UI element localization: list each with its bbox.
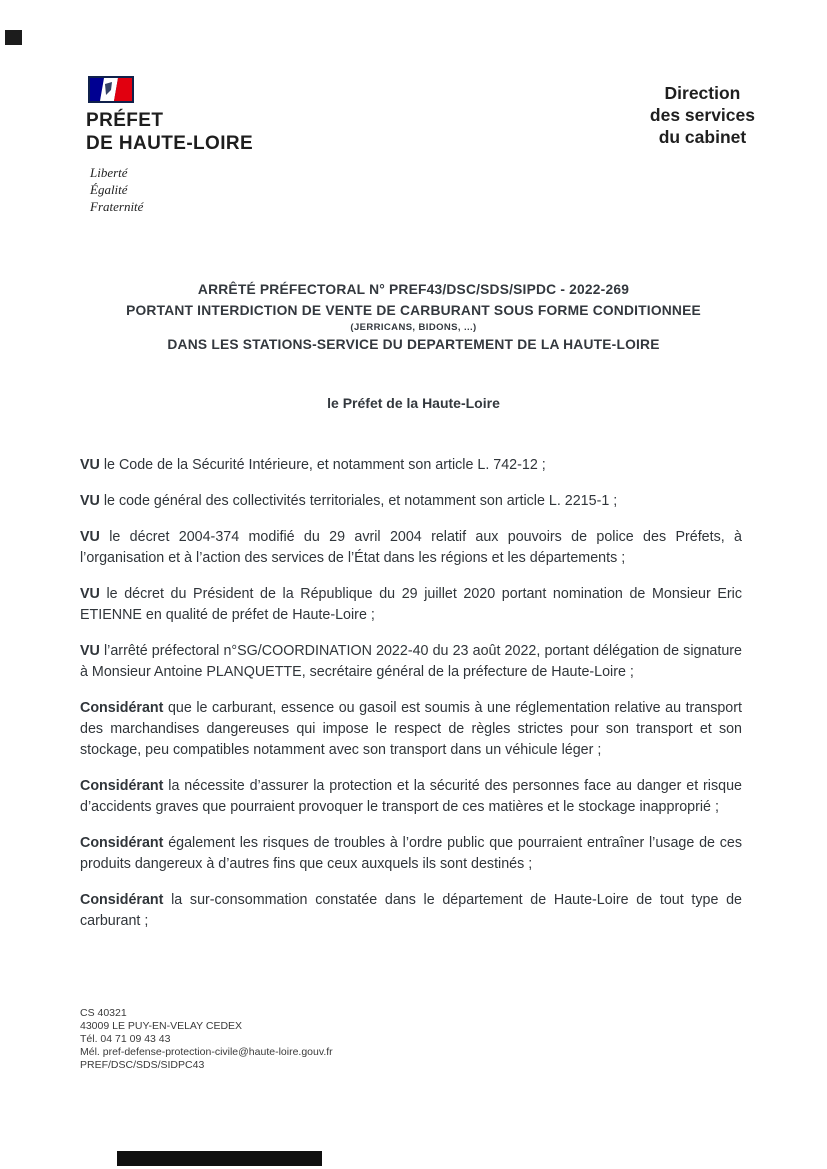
paragraph-lead: Considérant [80, 700, 164, 716]
paragraph-lead: Considérant [80, 778, 164, 794]
decree-title-line-4: DANS LES STATIONS-SERVICE DU DEPARTEMENT DE LA HAUTE-LOIRE [167, 337, 660, 352]
decree-title-line-1: ARRÊTÉ PRÉFECTORAL N° PREF43/DSC/SDS/SIPDC - 2022-269 [197, 282, 630, 297]
decree-title-line-3: (JERRICANS, BIDONS, ...) [350, 322, 477, 333]
paragraph-text: la sur-consommation constatée dans le département de Haute-Loire de tout type de carburant ; [80, 892, 742, 929]
motto [90, 164, 253, 215]
paragraph-text: le Code de la Sécurité Intérieure, et notamment son article L. 742-12 ; [103, 457, 546, 473]
motto-liberte: Liberté [90, 165, 128, 180]
footer-email: Mél. pref-defense-protection-civile@haute-loire.gouv.fr [80, 1046, 333, 1058]
institution-line-2: DE HAUTE-LOIRE [86, 133, 254, 154]
paragraph-lead: VU [80, 586, 100, 602]
direction-line-3: du cabinet [658, 127, 747, 147]
direction-line-2: des services [649, 105, 755, 125]
paragraph-lead: VU [80, 457, 100, 473]
paragraph-text: le code général des collectivités territoriales, et notamment son article L. 2215-1 ; [103, 493, 618, 509]
decree-paragraph [80, 698, 742, 761]
footer-phone: Tél. 04 71 09 43 43 [80, 1033, 171, 1045]
paragraph-text: la nécessite d’assurer la protection et la sécurité des personnes face au danger et risque d’accidents graves que pourraient provoquer le transport de ces matières et le stockage inapproprié ; [80, 778, 742, 815]
paragraph-text: le décret 2004-374 modifié du 29 avril 2004 relatif aux pouvoirs de police des Préfets, à l’organisation et à l’action des services de l’État dans les régions et les départements ; [80, 529, 742, 566]
salutation: le Préfet de la Haute-Loire [327, 395, 500, 411]
decree-body [80, 455, 742, 932]
direction-line-1: Direction [664, 83, 741, 103]
decree-title-line-2: PORTANT INTERDICTION DE VENTE DE CARBURANT SOUS FORME CONDITIONNEE [126, 303, 701, 318]
paragraph-lead: VU [80, 643, 100, 659]
institution-line-1: PRÉFET [86, 110, 164, 131]
direction-block [650, 82, 755, 215]
motto-egalite: Égalité [90, 182, 128, 197]
paragraph-lead: Considérant [80, 892, 164, 908]
paragraph-lead: Considérant [80, 835, 164, 851]
paragraph-text: le décret du Président de la République du 29 juillet 2020 portant nomination de Monsieur Eric ETIENNE en qualité de préfet de Haute-Loire ; [80, 586, 742, 623]
institution-name [86, 109, 253, 155]
footer-address-line-2: 43009 LE PUY-EN-VELAY CEDEX [80, 1020, 243, 1032]
decree-paragraph [80, 776, 742, 818]
motto-fraternite: Fraternité [90, 199, 144, 214]
paragraph-lead: VU [80, 493, 100, 509]
decree-paragraph [80, 527, 742, 569]
scan-artifact-bottom [117, 1151, 322, 1166]
footer-address-line-1: CS 40321 [80, 1007, 127, 1019]
prefecture-block [86, 76, 253, 215]
french-flag-icon [88, 76, 134, 103]
paragraph-lead: VU [80, 529, 100, 545]
decree-paragraph [80, 584, 742, 626]
paragraph-text: que le carburant, essence ou gasoil est soumis à une réglementation relative au transport des marchandises dangereuses qui impose le respect de règles strictes pour son transport et son stockage, peu compatibles notamment avec son transport dans un véhicule léger ; [80, 700, 742, 758]
document-footer [80, 1007, 333, 1072]
document-header [0, 0, 827, 215]
paragraph-text: l’arrêté préfectoral n°SG/COORDINATION 2022-40 du 23 août 2022, portant délégation de signature à Monsieur Antoine PLANQUETTE, secrétaire général de la préfecture de Haute-Loire ; [80, 643, 742, 680]
decree-paragraph [80, 491, 742, 512]
decree-paragraph [80, 641, 742, 683]
decree-paragraph [80, 833, 742, 875]
decree-paragraph [80, 890, 742, 932]
scan-artifact-top-left [5, 30, 22, 45]
paragraph-text: également les risques de troubles à l’ordre public que pourraient entraîner l’usage de ces produits dangereux à d’autres fins que ceux auxquels ils sont destinés ; [80, 835, 742, 872]
decree-paragraph [80, 455, 742, 476]
decree-title [0, 279, 827, 355]
footer-reference: PREF/DSC/SDS/SIDPC43 [80, 1059, 205, 1071]
